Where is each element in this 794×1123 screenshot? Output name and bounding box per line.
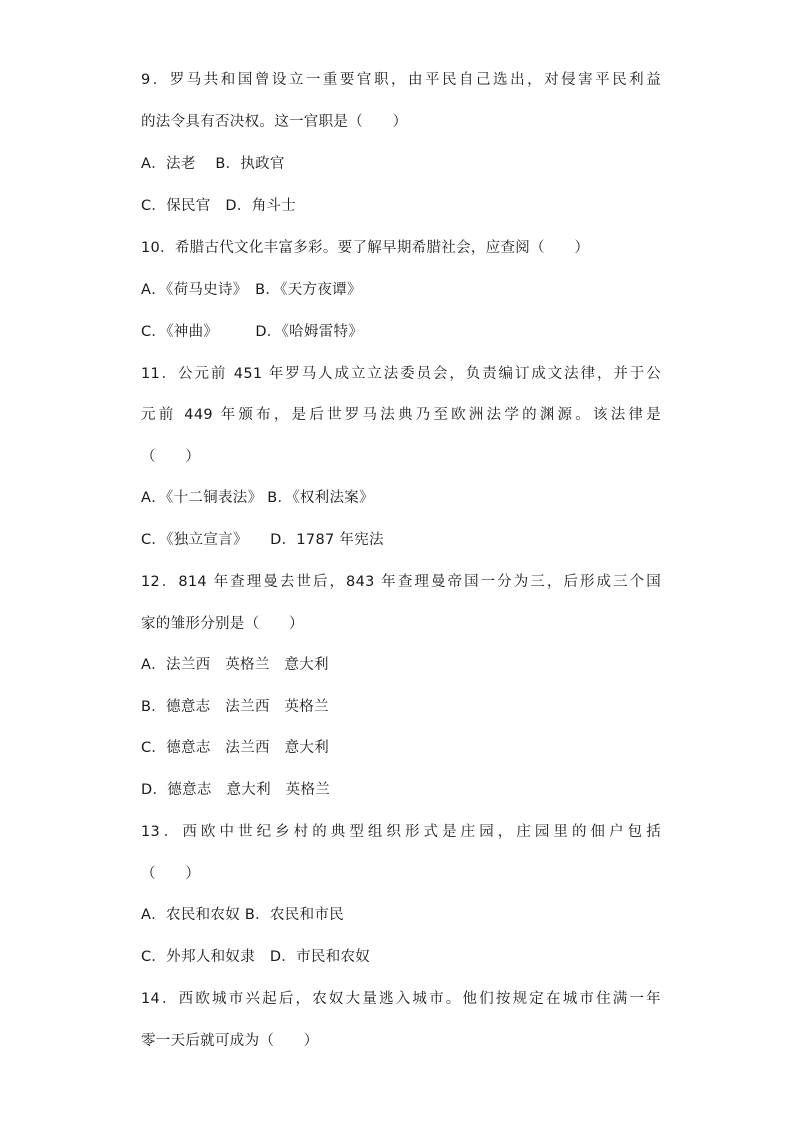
- q9-stem-line-2: 的法令具有否决权。这一官职是（ ）: [141, 114, 408, 130]
- q11-options-cd: C．《独立宣言》 D．1787 年宪法: [141, 532, 384, 548]
- q9-options-cd: C．保民官 D．角斗士: [141, 198, 297, 214]
- q13-stem-line-2: （ ）: [141, 866, 201, 882]
- q12-option-c: C．德意志 法兰西 意大利: [141, 740, 330, 756]
- q12-stem-line-2: 家的雏形分别是（ ）: [141, 616, 304, 632]
- q9-stem-line-1: 9．罗马共和国曾设立一重要官职，由平民自己选出，对侵害平民利益: [141, 72, 661, 88]
- q12-option-d: D．德意志 意大利 英格兰: [141, 782, 331, 798]
- q9-options-ab: A．法老 B．执政官: [141, 156, 285, 172]
- q11-stem-line-3: （ ）: [141, 449, 201, 465]
- q14-stem-line-1: 14．西欧城市兴起后，农奴大量逃入城市。他们按规定在城市住满一年: [141, 991, 661, 1007]
- q14-stem-line-2: 零一天后就可成为（ ）: [141, 1033, 319, 1049]
- q11-options-ab: A．《十二铜表法》 B．《权利法案》: [141, 490, 374, 506]
- q10-options-cd: C．《神曲》 D．《哈姆雷特》: [141, 324, 364, 340]
- q11-stem-line-1: 11．公元前 451 年罗马人成立立法委员会，负责编订成文法律，并于公: [141, 366, 661, 382]
- q10-options-ab: A．《荷马史诗》 B．《天方夜谭》: [141, 282, 362, 298]
- q12-stem-line-1: 12．814 年查理曼去世后，843 年查理曼帝国一分为三，后形成三个国: [141, 574, 661, 590]
- q11-stem-line-2: 元前 449 年颁布，是后世罗马法典乃至欧洲法学的渊源。该法律是: [141, 407, 661, 423]
- q13-options-cd: C．外邦人和奴隶 D．市民和农奴: [141, 949, 371, 965]
- q12-option-b: B．德意志 法兰西 英格兰: [141, 699, 329, 715]
- q13-options-ab: A．农民和农奴 B．农民和市民: [141, 907, 344, 923]
- q12-option-a: A．法兰西 英格兰 意大利: [141, 657, 329, 673]
- q13-stem-line-1: 13．西欧中世纪乡村的典型组织形式是庄园，庄园里的佃户包括: [141, 824, 661, 840]
- q10-stem-line-1: 10．希腊古代文化丰富多彩。要了解早期希腊社会，应查阅（ ）: [141, 240, 590, 256]
